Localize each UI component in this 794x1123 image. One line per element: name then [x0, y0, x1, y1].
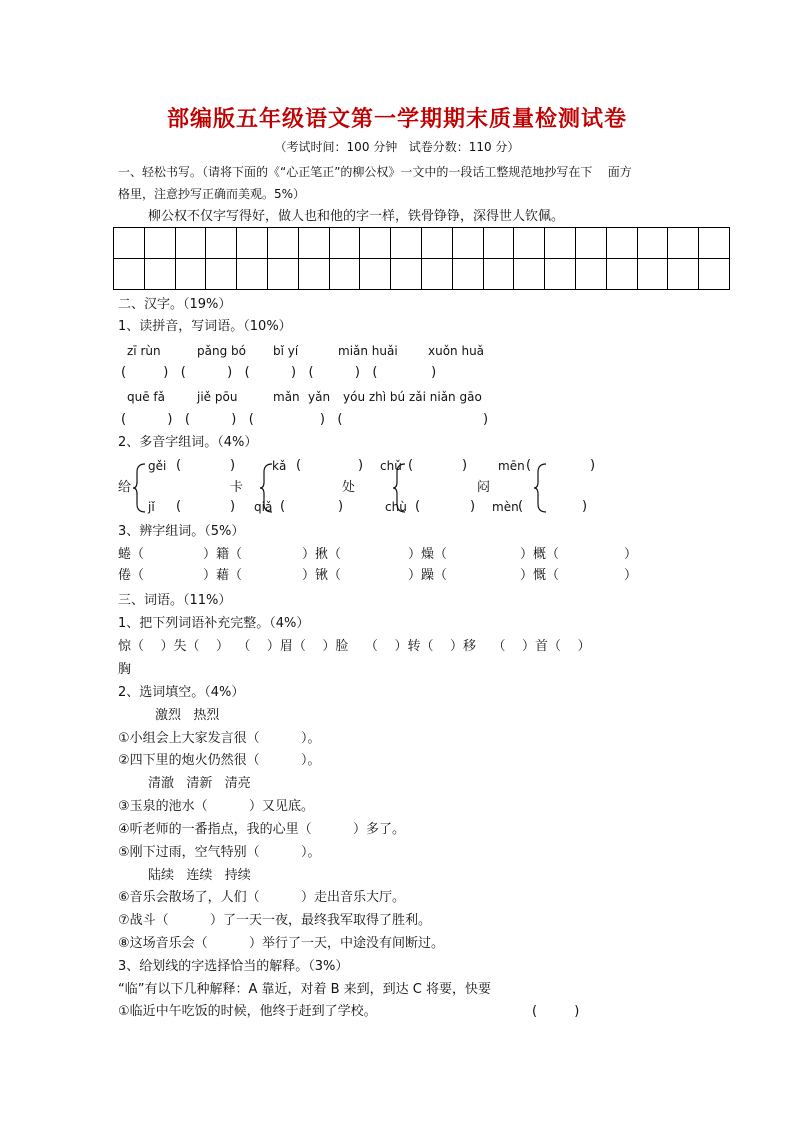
blank-open[interactable]: ( [415, 499, 421, 514]
q2-heading: 二、汉字。（19%） [118, 297, 232, 312]
q1-instruction-line2: 格里，注意抄写正确而美观。5%） [118, 187, 306, 201]
blank-close[interactable]: ) [230, 499, 236, 514]
answer-blanks-row1[interactable]: ( ) ( ) ( ) ( ) ( ) [121, 365, 437, 380]
fill-sentence: ②四下里的炮火仍然很（ ）。 [118, 753, 321, 768]
q3-1-wrap: 胸 [118, 662, 132, 677]
q2-3-heading: 3、辨字组词。（5%） [118, 524, 245, 539]
blank-open[interactable]: ( [518, 499, 524, 514]
compare-cell: ）籍（ [203, 547, 243, 562]
blank-open[interactable]: ( [526, 458, 532, 473]
left-brace-icon [534, 462, 548, 514]
pinyin-item: bǐ yí [273, 344, 299, 358]
word-choices: 激烈 热烈 [155, 708, 220, 723]
pinyin-item: mǎn [273, 390, 300, 404]
blank-open[interactable]: ( [408, 458, 414, 473]
polyphone-char: 给 [118, 480, 132, 495]
pinyin-item: zī rùn [127, 344, 161, 358]
reading-label: chù [385, 500, 407, 514]
answer-blank[interactable]: ( ) [532, 1004, 580, 1019]
reading-label: qiǎ [254, 500, 273, 514]
q2-2-heading: 2、多音字组词。（4%） [118, 435, 258, 450]
fill-sentence: ③玉泉的池水（ ）又见底。 [118, 799, 314, 814]
blank-open[interactable]: ( [176, 499, 182, 514]
exam-meta: （考试时间：100 分钟 试卷分数：110 分） [274, 140, 520, 154]
word-choices: 清澈 清新 清亮 [148, 776, 251, 791]
q3-1-line: 惊（ ）失（ ） （ ）眉（ ）脸 （ ）转（ ）移 （ ）首（ ） [118, 639, 591, 654]
reading-label: kǎ [272, 459, 287, 473]
blank-close[interactable]: ) [470, 499, 476, 514]
q3-2-heading: 2、选词填空。（4%） [118, 685, 245, 700]
compare-cell: ）藉（ [203, 568, 243, 583]
blank-close[interactable]: ) [582, 499, 588, 514]
blank-open[interactable]: ( [176, 458, 182, 473]
blank-open[interactable]: ( [296, 458, 302, 473]
compare-cell: ）锹（ [302, 568, 342, 583]
compare-cell: 倦（ [118, 568, 145, 583]
fill-sentence: ④听老师的一番指点，我的心里（ ）多了。 [118, 822, 405, 837]
blank-close[interactable]: ) [358, 458, 364, 473]
page-title: 部编版五年级语文第一学期期末质量检测试卷 [166, 106, 627, 132]
answer-blanks-row2[interactable]: ( ) ( ) ( ) ( ) [121, 412, 489, 427]
q1-instruction-line1: 一、轻松书写。（请将下面的《“心正笔正”的柳公权》一文中的一段话工整规范地抄写在下 面方 [118, 165, 632, 179]
fill-sentence: ⑦战斗（ ）了一天一夜，最终我军取得了胜利。 [118, 913, 431, 928]
pinyin-item: jiě pōu [197, 390, 238, 404]
q2-1-heading: 1、读拼音，写词语。（10%） [118, 319, 292, 334]
q1-passage: 柳公权不仅字写得好，做人也和他的字一样，铁骨铮铮，深得世人钦佩。 [148, 209, 565, 224]
compare-cell: ）揪（ [302, 547, 342, 562]
q3-3-heading: 3、给划线的字选择恰当的解释。（3%） [118, 959, 349, 974]
fill-sentence: ⑥音乐会散场了，人们（ ）走出音乐大厅。 [118, 890, 405, 905]
definitions: “临”有以下几种解释：A 靠近，对着 B 来到，到达 C 将要，快要 [118, 982, 492, 997]
fill-sentence: ①小组会上大家发言很（ ）。 [118, 731, 321, 746]
compare-cell: ） [624, 547, 638, 562]
reading-label: mèn [492, 500, 519, 514]
q3-1-heading: 1、把下列词语补充完整。（4%） [118, 616, 310, 631]
compare-cell: ）概（ [520, 547, 560, 562]
pinyin-item: pǎng bó [197, 344, 246, 358]
reading-label: mēn [498, 459, 525, 473]
left-brace-icon [133, 462, 147, 514]
fill-sentence: ⑤刚下过雨，空气特别（ ）。 [118, 845, 321, 860]
compare-cell: 蜷（ [118, 547, 145, 562]
writing-grid[interactable] [113, 227, 730, 290]
pinyin-item: miǎn huǎi [338, 344, 398, 358]
polyphone-char: 闷 [477, 480, 491, 495]
pinyin-item: quē fǎ [127, 390, 165, 404]
compare-cell: ）慨（ [520, 568, 560, 583]
blank-open[interactable]: ( [280, 499, 286, 514]
blank-close[interactable]: ) [590, 458, 596, 473]
blank-close[interactable]: ) [338, 499, 344, 514]
compare-cell: ）躁（ [408, 568, 448, 583]
reading-label: jǐ [148, 500, 155, 514]
word-choices: 陆续 连续 持续 [148, 868, 251, 883]
blank-close[interactable]: ) [230, 458, 236, 473]
polyphone-char: 卡 [230, 480, 244, 495]
polyphone-char: 处 [342, 480, 356, 495]
compare-cell: ）燥（ [408, 547, 448, 562]
pinyin-item: yǎn [308, 390, 331, 404]
q3-heading: 三、词语。（11%） [118, 593, 232, 608]
pinyin-item: xuǒn huǎ [428, 344, 485, 358]
pinyin-item: yóu zhì bú zǎi niǎn gāo [343, 390, 482, 404]
reading-label: gěi [148, 459, 167, 473]
fill-sentence: ⑧这场音乐会（ ）举行了一天，中途没有间断过。 [118, 936, 444, 951]
reading-label: chǔ [380, 459, 402, 473]
blank-close[interactable]: ) [462, 458, 468, 473]
choice-sentence: ①临近中午吃饭的时候，他终于赶到了学校。 [118, 1004, 377, 1019]
compare-cell: ） [624, 568, 638, 583]
